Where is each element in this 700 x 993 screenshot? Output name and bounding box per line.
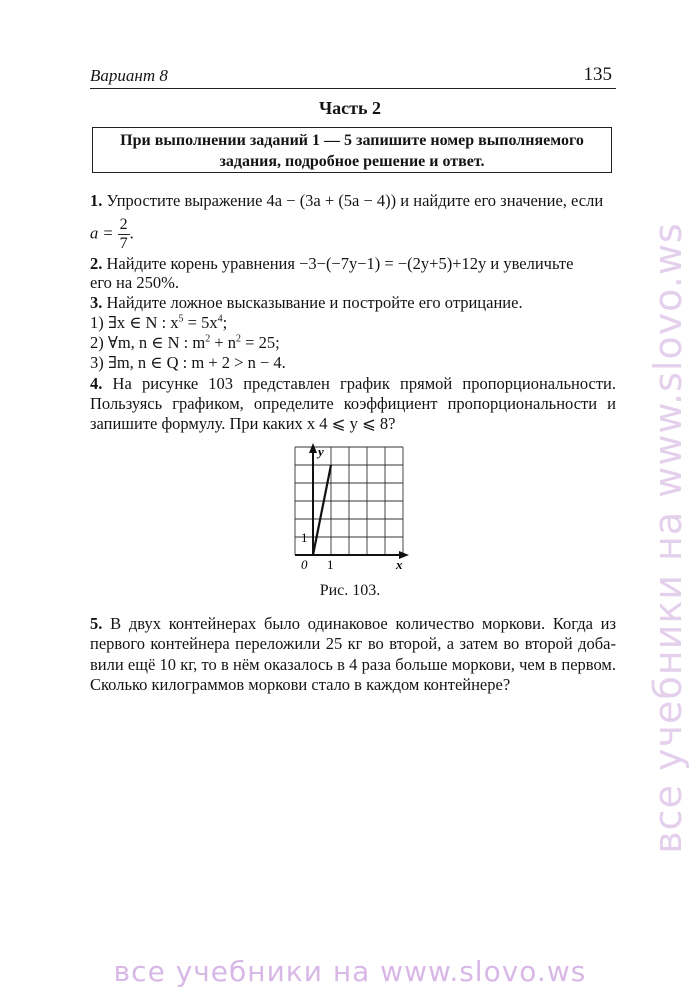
task-2-number: 2. (90, 254, 103, 273)
task-1-text: Упростите выражение 4a − (3a + (5a − 4)) и найдите его значение, если (106, 191, 604, 210)
option-1-part-c: ; (222, 313, 228, 332)
header-rule (90, 88, 616, 89)
option-1-exponent-1: 5 (178, 313, 184, 325)
task-5-number: 5. (90, 614, 103, 633)
option-2-exponent-1: 2 (205, 333, 211, 345)
proportionality-line (313, 465, 331, 555)
task-3-line-1 (90, 292, 616, 314)
task-1-a-eq: a = (90, 223, 114, 243)
task-4-line-1 (90, 373, 616, 395)
task-3-option-1 (90, 312, 616, 334)
watermark-bottom: все учебники на www.slovo.ws (113, 955, 587, 988)
task-4-line-2: Пользуясь графиком, определите коэффициент пропорциональности и (90, 394, 616, 413)
task-3-option-3: 3) ∃m, n ∈ Q : m + 2 > n − 4. (90, 353, 286, 372)
watermark-side: все учебники на www.slovo.ws (646, 222, 690, 854)
task-1-fraction (118, 216, 130, 253)
option-2-part-b: + n (210, 333, 237, 352)
option-2-part-c: = 25; (241, 333, 280, 352)
option-2-exponent-2: 2 (236, 333, 242, 345)
y-unit-label: 1 (301, 530, 308, 545)
task-4-line-3: запишите формулу. При каких x 4 ⩽ y ⩽ 8? (90, 414, 396, 433)
fraction-numerator: 2 (119, 216, 128, 233)
task-1-line-1 (90, 190, 616, 212)
task-3-text: Найдите ложное высказывание и постройте его отрицание. (106, 293, 523, 312)
figure-103-graph (293, 443, 413, 577)
task-5-line-4: Сколько килограммов моркови стало в каждом контейнере? (90, 675, 511, 694)
instructions-box (92, 127, 612, 173)
option-1-exponent-2: 4 (217, 313, 223, 325)
y-axis-label: y (318, 444, 324, 459)
task-5-text-1: В двух контейнерах было одинаковое количество моркови. Когда из (110, 614, 617, 633)
task-3-number: 3. (90, 293, 103, 312)
origin-label: 0 (301, 557, 308, 572)
x-unit-label: 1 (327, 557, 334, 572)
page-header (90, 64, 616, 88)
task-1-number: 1. (90, 191, 103, 210)
option-1-part-b: = 5x (183, 313, 218, 332)
task-3-option-2 (90, 332, 616, 354)
part-title: Часть 2 (318, 98, 382, 118)
fraction-denominator: 7 (119, 235, 128, 252)
figure-caption: Рис. 103. (319, 582, 381, 599)
task-5-line-2: первого контейнера переложили 25 кг во второй, а затем во второй доба- (90, 634, 616, 653)
y-axis-arrow (309, 443, 317, 453)
graph-grid (295, 447, 403, 555)
option-2-part-a: 2) ∀m, n ∈ N : m (90, 333, 206, 352)
instructions-line-1: При выполнении заданий 1 — 5 запишите номер выполняемого (120, 132, 584, 149)
task-5-line-1 (90, 613, 616, 635)
variant-label: Вариант 8 (90, 66, 168, 85)
task-4-text-1: На рисунке 103 представлен график прямой пропорциональности. (112, 374, 617, 393)
option-1-part-a: 1) ∃x ∈ N : x (90, 313, 179, 332)
task-1-end: . (129, 223, 134, 243)
watermark-side-container (640, 138, 696, 938)
page-number: 135 (583, 64, 612, 85)
task-5-line-3: вили ещё 10 кг, то в нём оказалось в 4 раза больше моркови, чем в первом. (90, 655, 616, 674)
instructions-line-2: задания, подробное решение и ответ. (219, 153, 485, 170)
task-1-line-2 (90, 216, 616, 252)
task-4-number: 4. (90, 374, 103, 393)
x-axis-label: x (396, 557, 403, 572)
task-2-text-1: Найдите корень уравнения −3−(−7y−1) = −(2y+5)+12y и увеличьте (106, 254, 574, 273)
task-2-line-2: его на 250%. (90, 273, 179, 292)
